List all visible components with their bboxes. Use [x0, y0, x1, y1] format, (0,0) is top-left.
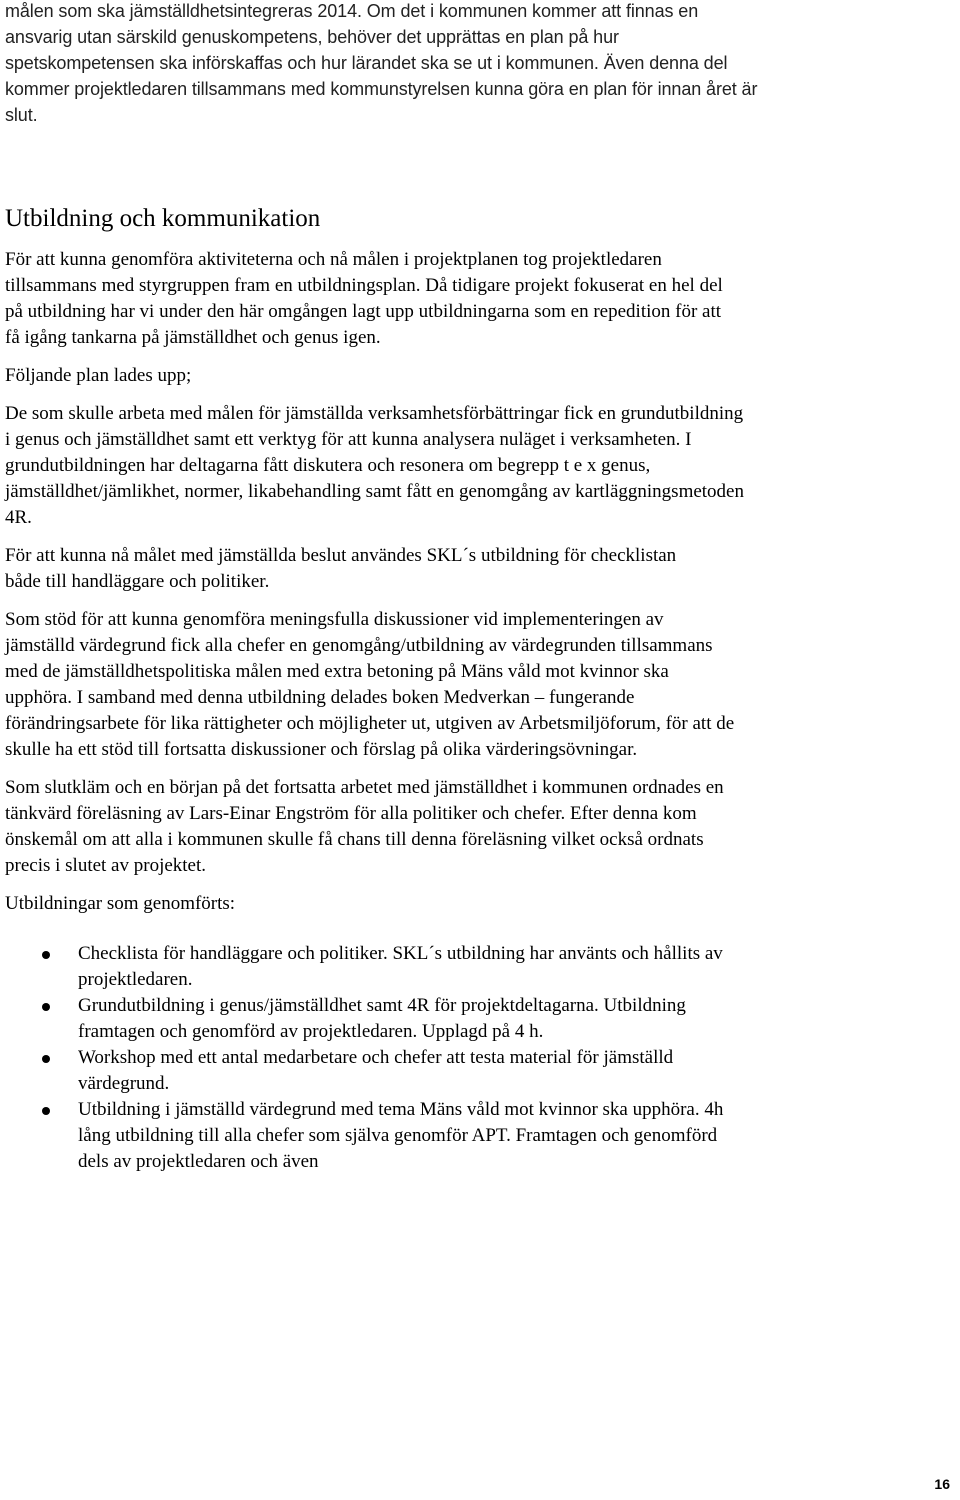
- list-item-text: Workshop med ett antal medarbetare och chefer att testa material för jämställd värdegrund.: [78, 1047, 674, 1094]
- list-item-text: Grundutbildning i genus/jämställdhet samt 4R för projektdeltagarna. Utbildning framtagen och genomförd av projektledaren. Upplagd på 4 h.: [78, 995, 686, 1042]
- bullet-icon: [42, 951, 50, 959]
- list-item: [5, 941, 728, 993]
- section-heading: Utbildning och kommunikation: [5, 205, 321, 232]
- list-item: [5, 1045, 728, 1097]
- training-list: [5, 941, 765, 1175]
- bullet-icon: [42, 1107, 50, 1115]
- paragraph-skl: För att kunna nå målet med jämställda beslut användes SKL´s utbildning för checklistan både till handläggare och politiker.: [5, 545, 677, 592]
- page-number: 16: [934, 1476, 950, 1492]
- bullet-icon: [42, 1055, 50, 1063]
- document-page: [5, 0, 765, 1175]
- intro-paragraph: målen som ska jämställdhetsintegreras 2014. Om det i kommunen kommer att finnas en ansvarig utan särskild genuskompetens, behöver det upprättas en plan på hur spetskompetensen ska införskaffas och hur lärandet ska se ut i kommunen. Även denna del kommer projektledaren tillsammans med kommunstyrelsen kunna göra en plan för innan året är slut.: [5, 1, 758, 125]
- paragraph-forelasning: Som slutkläm och en början på det fortsatta arbetet med jämställdhet i kommunen ordnades en tänkvärd föreläsning av Lars-Einar Engström för alla politiker och chefer. Efter denna kom önskemål om att alla i kommunen skulle få chans till denna föreläsning vilket också ordnats precis i slutet av projektet.: [5, 777, 724, 876]
- paragraph-utbildningar-heading: Utbildningar som genomförts:: [5, 893, 236, 914]
- paragraph-vardegrund: Som stöd för att kunna genomföra meningsfulla diskussioner vid implementeringen av jämställd värdegrund fick alla chefer en genomgång/utbildning av värdegrunden tillsammans med de jämställdhetspolitiska målen med extra betoning på Mäns våld mot kvinnor ska upphöra. I samband med denna utbildning delades boken Medverkan – fungerande förändringsarbete för lika rättigheter och möjligheter ut, utgiven av Arbetsmiljöforum, för att de skulle ha ett stöd till fortsatta diskussioner och förslag på olika värderingsövningar.: [5, 609, 735, 760]
- list-item: [5, 993, 728, 1045]
- paragraph-utbildningsplan: För att kunna genomföra aktiviteterna och nå målen i projektplanen tog projektledaren tillsammans med styrgruppen fram en utbildningsplan. Då tidigare projekt fokuserat en hel del på utbildning har vi under den här omgången lagt upp utbildningarna som en repedition för att få igång tankarna på jämställdhet och genus igen.: [5, 249, 723, 348]
- paragraph-grundutbildning: De som skulle arbeta med målen för jämställda verksamhetsförbättringar fick en grundutbildning i genus och jämställdhet samt ett verktyg för att kunna analysera nuläget i verksamheten. I grundutbildningen har deltagarna fått diskutera och resonera om begrepp t e x genus, jämställdhet/jämlikhet, normer, likabehandling samt fått en genomgång av kartläggningsmetoden 4R.: [5, 403, 744, 528]
- list-item-text: Checklista för handläggare och politiker. SKL´s utbildning har använts och hållits av projektledaren.: [78, 943, 723, 990]
- bullet-icon: [42, 1003, 50, 1011]
- list-item-text: Utbildning i jämställd värdegrund med tema Mäns våld mot kvinnor ska upphöra. 4h lång utbildning till alla chefer som själva genomför APT. Framtagen och genomförd dels av projektledaren och även: [78, 1099, 724, 1172]
- paragraph-plan-intro: Följande plan lades upp;: [5, 365, 192, 386]
- list-item: [5, 1097, 728, 1175]
